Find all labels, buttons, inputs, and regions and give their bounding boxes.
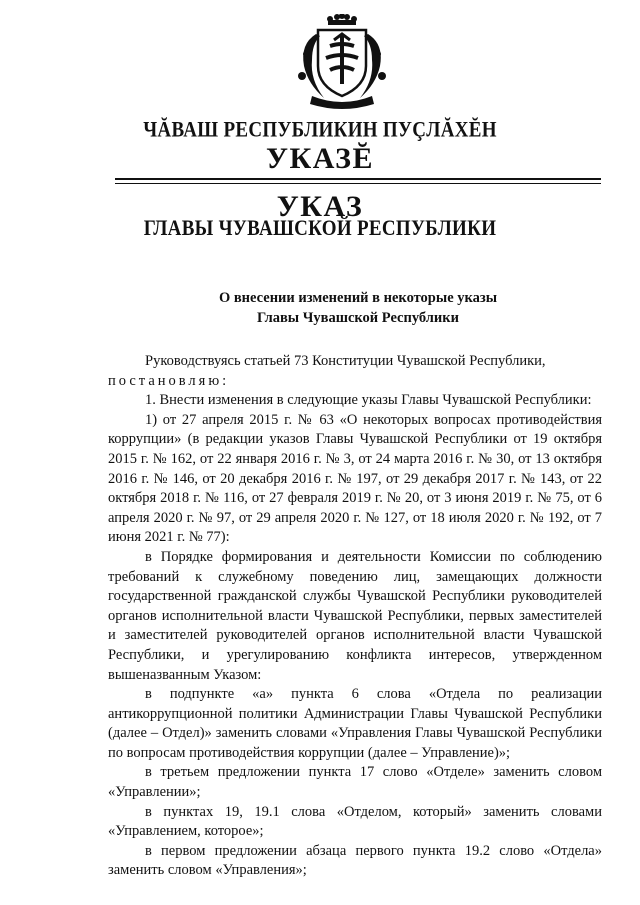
header-head-line: ГЛАВЫ ЧУВАШСКОЙ РЕСПУБЛИКИ — [143, 216, 497, 241]
body-postanovlyayu-wrap — [108, 372, 602, 392]
subject-line-1: О внесении изменений в некоторые указы — [218, 290, 498, 306]
body-paragraph-4: в подпункте «а» пункта 6 слова «Отдела по реализации антикоррупционной политики Администрации Главы Чувашской Республики (далее – Отдел)» заменить словами «Управления Главы Чувашской Республики по вопросам противодействия коррупции (далее – Управление)»; — [108, 686, 602, 761]
subject-line-2: Главы Чувашской Республики — [256, 310, 459, 326]
header-divider-thin — [115, 183, 601, 184]
header-chuvash-line: ЧĂВАШ РЕСПУБЛИКИН ПУÇЛĂХĔН — [143, 118, 497, 143]
body-intro: Руководствуясь статьей 73 Конституции Чувашской Республики, — [145, 353, 546, 369]
body-paragraph-3: в Порядке формирования и деятельности Комиссии по соблюдению требований к служебному поведению лиц, замещающих должности государственной гражданской службы Чувашской Республики руководителей органов исполнительной власти Чувашской Республики, первых заместителей и заместителей руководителей органов исполнительной власти Чувашской Республики, и урегулированию конфликта интересов, утвержденном вышеназванным Указом: — [108, 548, 602, 683]
body-postanovlyayu: постановляю: — [108, 372, 230, 389]
coat-of-arms-emblem — [290, 14, 394, 112]
decree-subject — [115, 288, 601, 328]
header-divider-thick — [115, 178, 601, 180]
body-paragraph-7: в первом предложении абзаца первого пункта 19.2 слово «Отдела» заменить словом «Управления»; — [108, 842, 602, 879]
header-ukaz: УКАЗ — [276, 190, 364, 223]
body-paragraph-1: 1. Внести изменения в следующие указы Главы Чувашской Республики: — [145, 392, 592, 409]
body-paragraph-2: 1) от 27 апреля 2015 г. № 63 «О некоторых вопросах противодействия коррупции» (в редакции указов Главы Чувашской Республики от 19 октября 2015 г. № 162, от 22 января 2016 г. № 3, от 24 марта 2016 г. № 30, от 13 октября 2016 г. № 146, от 20 декабря 2016 г. № 197, от 29 декабря 2017 г. № 143, от 22 октября 2018 г. № 116, от 27 февраля 2019 г. № 20, от 3 июня 2019 г. № 75, от 6 апреля 2020 г. № 97, от 29 апреля 2020 г. № 127, от 18 июля 2020 г. № 192, от 7 июня 2021 г. № 77): — [108, 411, 602, 546]
body-paragraph-5: в третьем предложении пункта 17 слово «Отделе» заменить словом «Управлении»; — [108, 764, 602, 801]
header-ukaze: УКАЗĔ — [265, 142, 375, 175]
decree-body — [108, 352, 602, 881]
body-paragraph-6: в пунктах 19, 19.1 слова «Отделом, который» заменить словами «Управлением, которое»; — [108, 803, 602, 840]
